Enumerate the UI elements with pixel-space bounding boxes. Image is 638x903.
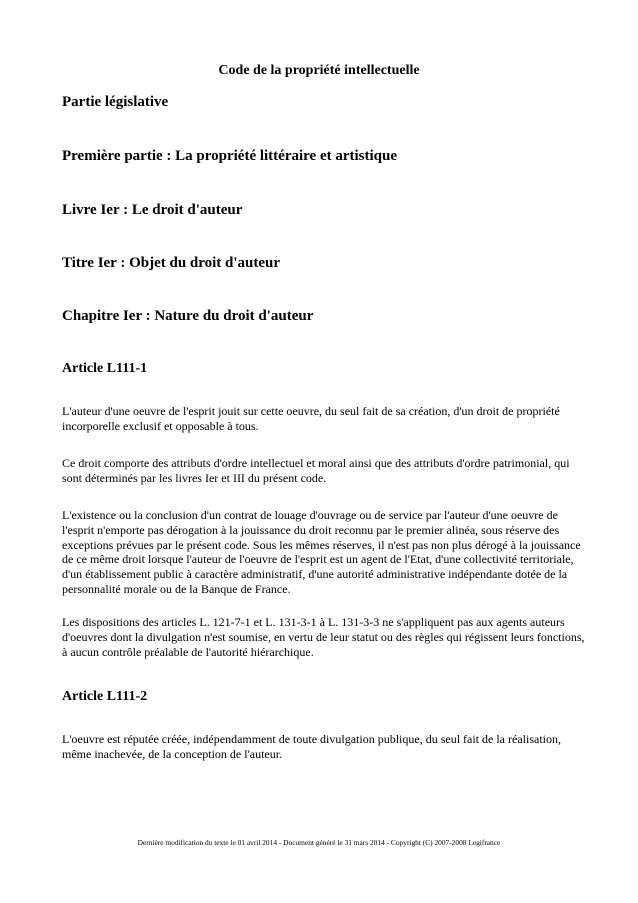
heading-titre: Titre Ier : Objet du droit d'auteur	[62, 255, 281, 271]
heading-premiere-partie: Première partie : La propriété littéraire et artistique	[62, 148, 398, 164]
heading-partie: Partie législative	[62, 94, 169, 110]
article-l111-1-paragraph-2: Ce droit comporte des attributs d'ordre intellectuel et moral ainsi que des attributs d'ordre patrimonial, qui sont déterminés par les livres Ier et III du présent code.	[62, 456, 570, 485]
article-l111-1-paragraph-1: L'auteur d'une oeuvre de l'esprit jouit sur cette oeuvre, du seul fait de sa création, d'un droit de propriété incorporelle exclusif et opposable à tous.	[62, 404, 560, 433]
article-heading-l111-2: Article L111-2	[62, 689, 148, 704]
heading-livre: Livre Ier : Le droit d'auteur	[62, 202, 243, 218]
page-footer: Dernière modification du texte le 01 avril 2014 - Document généré le 31 mars 2014 - Copyright (C) 2007-2008 Legifrance	[137, 838, 501, 847]
article-l111-2-paragraph-1: L'oeuvre est réputée créée, indépendamment de toute divulgation publique, du seul fait de la réalisation, même inachevée, de la conception de l'auteur.	[62, 732, 561, 761]
article-l111-1-paragraph-4: Les dispositions des articles L. 121-7-1 et L. 131-3-1 à L. 131-3-3 ne s'appliquent pas aux agents auteurs d'oeuvres dont la divulgation n'est soumise, en vertu de leur statut ou des règles qui régissent leurs fonctions, à aucun contrôle préalable de l'autorité hiérarchique.	[62, 615, 585, 659]
article-heading-l111-1: Article L111-1	[62, 361, 148, 376]
article-l111-1-paragraph-3: L'existence ou la conclusion d'un contrat de louage d'ouvrage ou de service par l'auteur d'une oeuvre de l'esprit n'emporte pas dérogation à la jouissance du droit reconnu par le premier alinéa, sous réserve des exceptions prévues par le présent code. Sous les mêmes réserves, il n'est pas non plus dérogé à la jouissance de ce même droit lorsque l'auteur de l'oeuvre de l'esprit est un agent de l'Etat, d'une collectivité territoriale, d'un établissement public à caractère administratif, d'une autorité administrative indépendante dotée de la personnalité morale ou de la Banque de France.	[62, 508, 581, 596]
document-title: Code de la propriété intellectuelle	[218, 63, 420, 78]
heading-chapitre: Chapitre Ier : Nature du droit d'auteur	[62, 308, 314, 324]
